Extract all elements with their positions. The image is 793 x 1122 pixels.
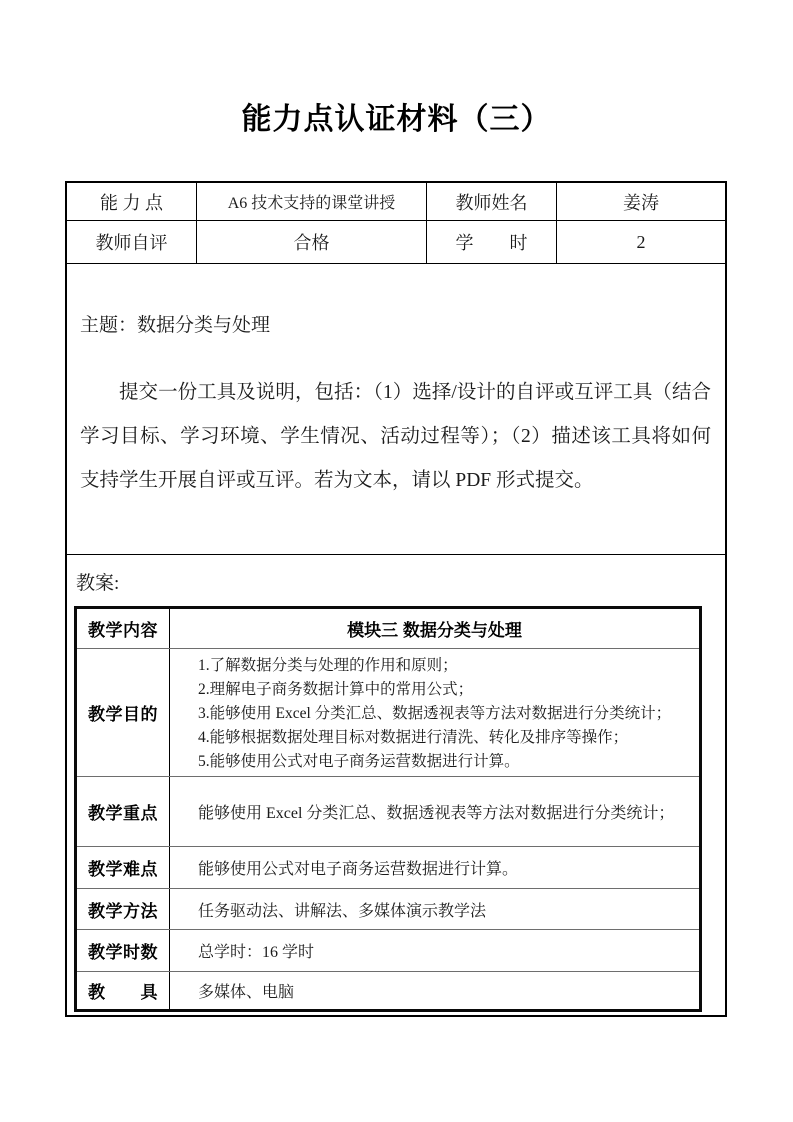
lesson-label-methods: 教学方法 — [77, 889, 170, 929]
lesson-row-tools — [77, 972, 699, 1009]
lesson-label-key-points: 教学重点 — [77, 777, 170, 846]
lesson-value-objectives — [170, 649, 699, 776]
lesson-label-content: 教学内容 — [77, 609, 170, 648]
class-hours-label: 学 时 — [427, 221, 557, 263]
lesson-plan-cell — [67, 555, 725, 1015]
objective-item: 3.能够使用 Excel 分类汇总、数据透视表等方法对数据进行分类统计； — [198, 705, 672, 722]
objective-item: 4.能够根据数据处理目标对数据进行清洗、转化及排序等操作； — [198, 729, 629, 746]
lesson-row-hours — [77, 930, 699, 972]
table-row — [67, 221, 725, 264]
lesson-row-methods — [77, 889, 699, 930]
capability-point-value: A6 技术支持的课堂讲授 — [197, 183, 427, 220]
self-evaluation-value: 合格 — [197, 221, 427, 263]
capability-point-label: 能 力 点 — [67, 183, 197, 220]
lesson-row-difficulties — [77, 847, 699, 889]
objective-item: 5.能够使用公式对电子商务运营数据进行计算。 — [198, 753, 520, 770]
lesson-label-hours: 教学时数 — [77, 930, 170, 971]
teacher-name-value: 姜涛 — [623, 192, 659, 213]
certification-form-table — [65, 181, 727, 1017]
class-hours-value: 2 — [636, 231, 646, 252]
lesson-label-objectives: 教学目的 — [77, 649, 170, 776]
lesson-value-key-points: 能够使用 Excel 分类汇总、数据透视表等方法对数据进行分类统计； — [198, 805, 675, 822]
topic-line: 主题：数据分类与处理 — [80, 315, 271, 336]
topic-and-requirement-cell — [67, 264, 725, 555]
lesson-row-content — [77, 609, 699, 649]
lesson-value-hours: 总学时：16 学时 — [198, 944, 315, 961]
lesson-plan-table — [74, 606, 702, 1012]
table-row — [67, 183, 725, 221]
lesson-value-difficulties: 能够使用公式对电子商务运营数据进行计算。 — [198, 861, 519, 878]
lesson-row-objectives — [77, 649, 699, 777]
lesson-plan-heading: 教案: — [76, 573, 120, 594]
self-evaluation-label: 教师自评 — [67, 221, 197, 263]
lesson-value-tools: 多媒体、电脑 — [198, 984, 295, 1001]
lesson-value-methods: 任务驱动法、讲解法、多媒体演示教学法 — [198, 902, 487, 920]
lesson-row-key-points — [77, 777, 699, 847]
teacher-name-label: 教师姓名 — [427, 183, 557, 220]
lesson-label-difficulties: 教学难点 — [77, 847, 170, 888]
lesson-value-content: 模块三 数据分类与处理 — [347, 621, 522, 640]
lesson-label-tools: 教 具 — [77, 972, 170, 1009]
document-title: 能力点认证材料（三） — [241, 103, 552, 136]
objective-item: 1.了解数据分类与处理的作用和原则； — [198, 657, 458, 674]
objective-item: 2.理解电子商务数据计算中的常用公式； — [198, 681, 474, 698]
requirement-paragraph: 提交一份工具及说明，包括：（1）选择/设计的自评或互评工具（结合学习目标、学习环境、学生情况、活动过程等）；（2）描述该工具将如何支持学生开展自评或互评。若为文本，请以 PDF 形式提交。 — [80, 382, 711, 491]
